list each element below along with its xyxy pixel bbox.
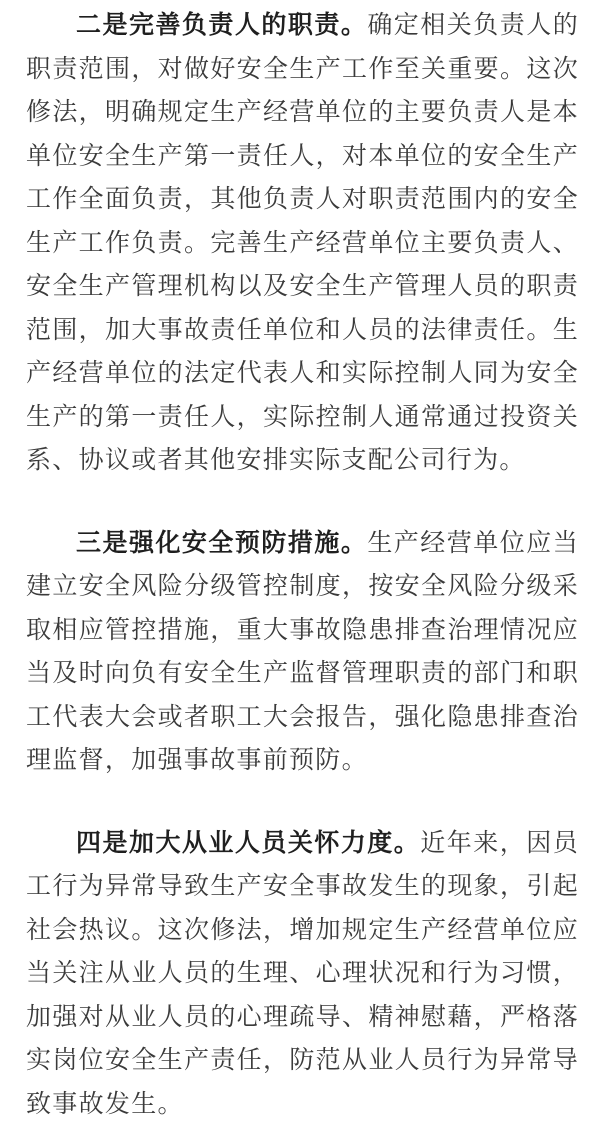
paragraph-lead: 四是加大从业人员关怀力度。 — [76, 828, 420, 857]
paragraph-prevention — [26, 521, 579, 782]
paragraph-employee-care — [26, 821, 579, 1125]
paragraph-text: 生产经营单位应当建立安全风险分级管控制度，按安全风险分级采取相应管控措施，重大事故隐患排查治理情况应当及时向负有安全生产监督管理职责的部门和职工代表大会或者职工大会报告，强化隐患排查治理监督，加强事故事前预防。 — [26, 528, 579, 775]
paragraph-text: 确定相关负责人的职责范围，对做好安全生产工作至关重要。这次修法，明确规定生产经营单位的主要负责人是本单位安全生产第一责任人，对本单位的安全生产工作全面负责，其他负责人对职责范围内的安全生产工作负责。完善生产经营单位主要负责人、安全生产管理机构以及安全生产管理人员的职责范围，加大事故责任单位和人员的法律责任。生产经营单位的法定代表人和实际控制人同为安全生产的第一责任人，实际控制人通常通过投资关系、协议或者其他安排实际支配公司行为。 — [26, 10, 579, 474]
paragraph-text: 近年来，因员工行为异常导致生产安全事故发生的现象，引起社会热议。这次修法，增加规定生产经营单位应当关注从业人员的生理、心理状况和行为习惯，加强对从业人员的心理疏导、精神慰藉，严格落实岗位安全生产责任，防范从业人员行为异常导致事故发生。 — [26, 828, 579, 1118]
paragraph-responsibility — [26, 3, 579, 482]
paragraph-lead: 二是完善负责人的职责。 — [76, 10, 367, 39]
paragraph-lead: 三是强化安全预防措施。 — [76, 528, 367, 557]
article-body — [26, 3, 579, 1125]
